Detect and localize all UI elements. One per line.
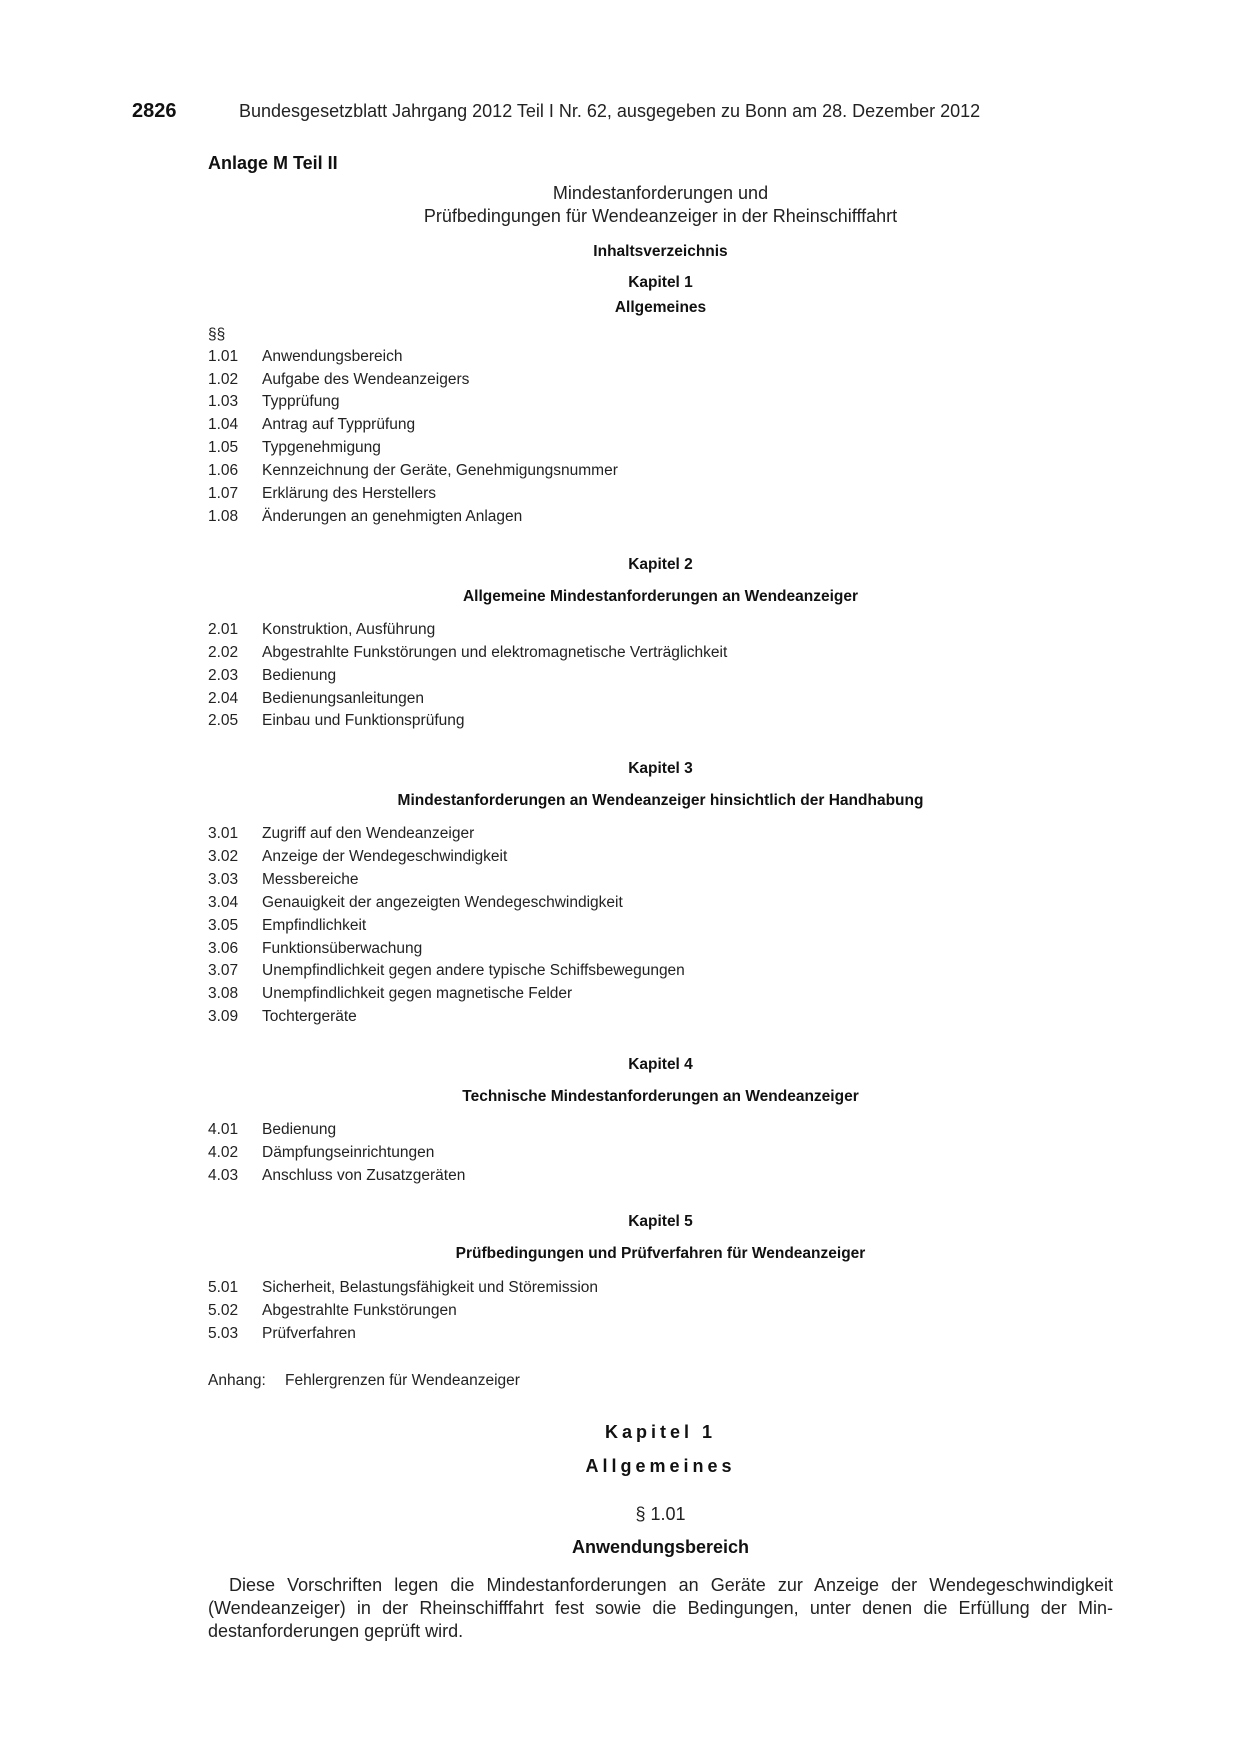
- toc-item-text: Typgenehmigung: [262, 439, 381, 456]
- toc-item-number: 3.07: [208, 962, 239, 979]
- toc-item-text: Genauigkeit der angezeigten Wendegeschwindigkeit: [262, 894, 623, 911]
- running-header: [132, 100, 1032, 126]
- toc-item-text: Abgestrahlte Funkstörungen: [262, 1302, 457, 1319]
- body-chapter-label: Kapitel 1: [604, 1422, 717, 1442]
- toc-item-number: 3.06: [208, 940, 239, 957]
- toc-item-text: Anzeige der Wendegeschwindigkeit: [262, 848, 508, 865]
- document-title-line-2: Prüfbedingungen für Wendeanzeiger in der Rheinschifffahrt: [423, 206, 898, 226]
- document-title-line-1: Mindestanforderungen und: [552, 183, 769, 203]
- toc-chapter-label: Kapitel 4: [628, 1056, 693, 1073]
- toc-chapter-title: Prüfbedingungen und Prüfverfahren für Wendeanzeiger: [455, 1245, 866, 1262]
- paragraph-line: destanforderungen geprüft wird.: [208, 1621, 464, 1641]
- toc-item-number: 1.01: [208, 348, 239, 365]
- toc-chapter-label: Kapitel 3: [628, 760, 693, 777]
- toc-item-number: 5.03: [208, 1325, 239, 1342]
- toc-item-text: Aufgabe des Wendeanzeigers: [262, 371, 470, 388]
- journal-line: Bundesgesetzblatt Jahrgang 2012 Teil I Nr. 62, ausgegeben zu Bonn am 28. Dezember 2012: [239, 101, 981, 121]
- toc-item-number: 3.05: [208, 917, 239, 934]
- toc-item-number: 5.02: [208, 1302, 239, 1319]
- toc-chapter-label: Kapitel 1: [628, 274, 693, 291]
- toc-item-number: 1.02: [208, 371, 239, 388]
- toc-item-number: 4.03: [208, 1167, 239, 1184]
- toc-item-text: Konstruktion, Ausführung: [262, 621, 436, 638]
- toc-item-number: 1.03: [208, 393, 239, 410]
- toc-item-number: 3.04: [208, 894, 239, 911]
- toc-item-text: Antrag auf Typprüfung: [262, 416, 416, 433]
- annex-label-text: Anhang:: [208, 1372, 266, 1389]
- toc-item-text: Anwendungsbereich: [262, 348, 403, 365]
- toc-item-number: 2.01: [208, 621, 239, 638]
- toc-chapter-title: Technische Mindestanforderungen an Wendeanzeiger: [462, 1088, 859, 1105]
- toc-item-text: Typprüfung: [262, 393, 340, 410]
- toc-chapter-title: Allgemeine Mindestanforderungen an Wendeanzeiger: [462, 588, 859, 605]
- toc-chapter-title: Mindestanforderungen an Wendeanzeiger hinsichtlich der Handhabung: [397, 792, 924, 809]
- body-chapter-title: Allgemeines: [585, 1456, 736, 1476]
- toc-item-text: Funktionsüberwachung: [262, 940, 423, 957]
- toc-item-text: Messbereiche: [262, 871, 359, 888]
- toc-item-number: 3.02: [208, 848, 239, 865]
- toc-item-text: Bedienungsanleitungen: [262, 690, 425, 707]
- toc-item-number: 2.02: [208, 644, 239, 661]
- body-paragraph: [208, 1574, 1113, 1643]
- toc-item-number: 1.05: [208, 439, 239, 456]
- toc-item-text: Einbau und Funktionsprüfung: [262, 712, 465, 729]
- toc-item-number: 1.04: [208, 416, 239, 433]
- toc-item-text: Unempfindlichkeit gegen andere typische Schiffsbewegungen: [262, 962, 685, 979]
- section-number: § 1.01: [635, 1504, 686, 1524]
- toc-chapter-label: Kapitel 5: [628, 1213, 693, 1230]
- toc-item-text: Bedienung: [262, 1121, 337, 1138]
- toc-item-text: Anschluss von Zusatzgeräten: [262, 1167, 466, 1184]
- toc-item-text: Kennzeichnung der Geräte, Genehmigungsnummer: [262, 462, 618, 479]
- paragraph-sign: §§: [208, 326, 226, 343]
- toc-item-text: Abgestrahlte Funkstörungen und elektromagnetische Verträglichkeit: [262, 644, 728, 661]
- toc-chapter-title: Allgemeines: [614, 299, 707, 316]
- toc-item-text: Zugriff auf den Wendeanzeiger: [262, 825, 475, 842]
- toc-item-text: Bedienung: [262, 667, 337, 684]
- toc-item-number: 3.03: [208, 871, 239, 888]
- toc-item-number: 3.09: [208, 1008, 239, 1025]
- toc-item-number: 1.06: [208, 462, 239, 479]
- toc-item-number: 1.08: [208, 508, 239, 525]
- toc-item-text: Erklärung des Herstellers: [262, 485, 437, 502]
- toc-item-number: 2.05: [208, 712, 239, 729]
- toc-item-number: 3.08: [208, 985, 239, 1002]
- toc-item-text: Prüfverfahren: [262, 1325, 356, 1342]
- toc-item-number: 1.07: [208, 485, 239, 502]
- paragraph-line: (Wendeanzeiger) in der Rheinschifffahrt fest sowie die Bedingungen, unter denen die Erfüllung der Min-: [208, 1598, 1113, 1618]
- section-title: Anwendungsbereich: [571, 1537, 750, 1557]
- toc-item-number: 4.01: [208, 1121, 239, 1138]
- toc-item-text: Tochtergeräte: [262, 1008, 357, 1025]
- annex-title-text: Fehlergrenzen für Wendeanzeiger: [285, 1372, 520, 1389]
- toc-item-number: 3.01: [208, 825, 239, 842]
- toc-item-text: Änderungen an genehmigten Anlagen: [262, 508, 523, 525]
- toc-chapter-label: Kapitel 2: [628, 556, 693, 573]
- toc-item-number: 4.02: [208, 1144, 239, 1161]
- toc-item-number: 5.01: [208, 1279, 239, 1296]
- toc-item-text: Empfindlichkeit: [262, 917, 367, 934]
- paragraph-line: Diese Vorschriften legen die Mindestanforderungen an Geräte zur Anzeige der Wendegeschwindigkeit: [229, 1575, 1113, 1595]
- toc-item-number: 2.03: [208, 667, 239, 684]
- toc-item-text: Unempfindlichkeit gegen magnetische Felder: [262, 985, 573, 1002]
- toc-item-text: Dämpfungseinrichtungen: [262, 1144, 435, 1161]
- annex-label: Anlage M Teil II: [208, 153, 338, 173]
- toc-heading: Inhaltsverzeichnis: [593, 243, 728, 260]
- toc-item-number: 2.04: [208, 690, 239, 707]
- page-number: 2826: [132, 100, 177, 122]
- toc-item-text: Sicherheit, Belastungsfähigkeit und Störemission: [262, 1279, 599, 1296]
